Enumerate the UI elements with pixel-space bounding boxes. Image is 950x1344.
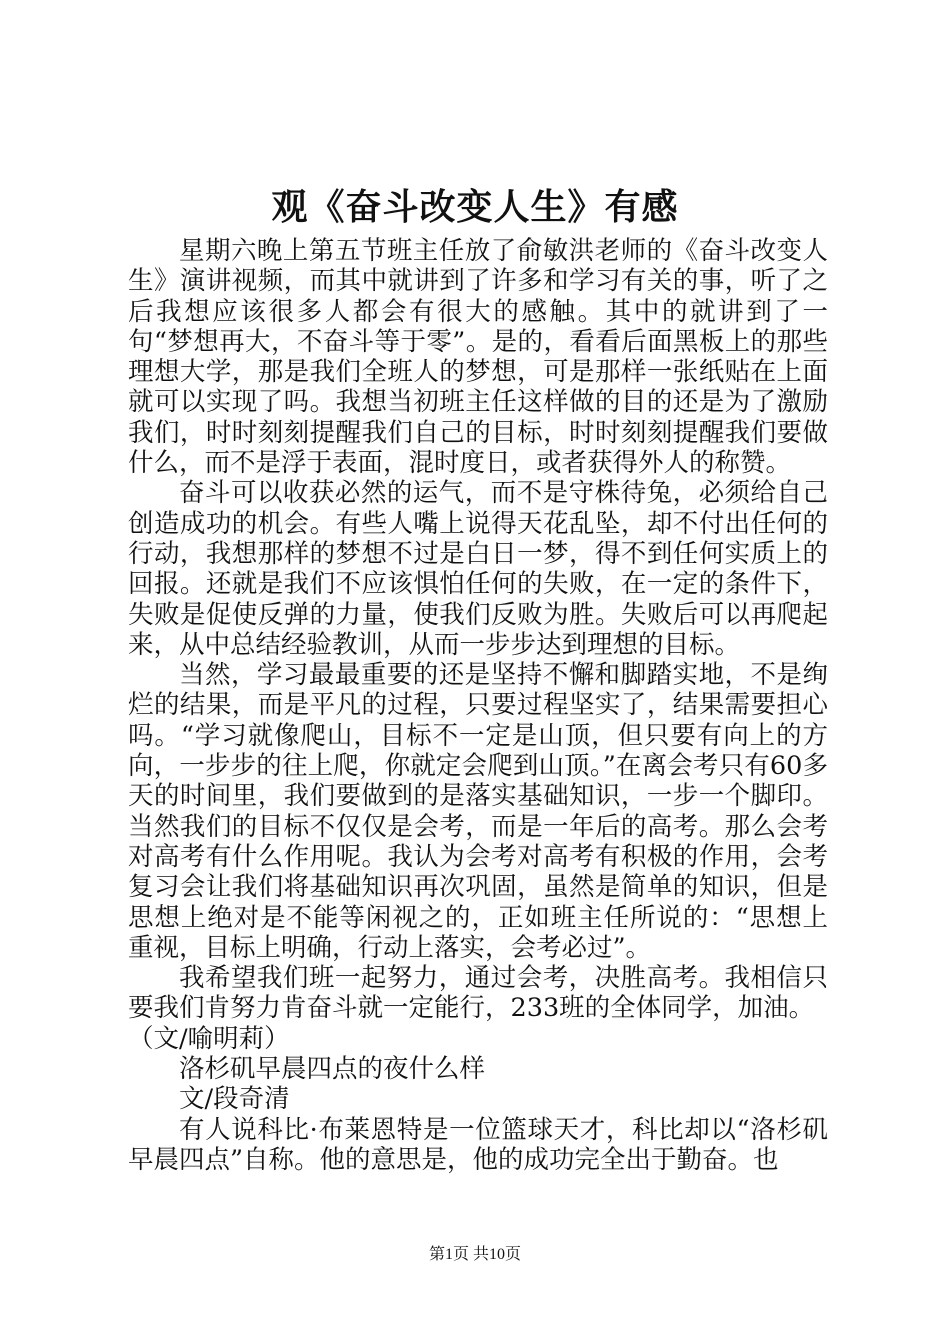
paragraph: 奋斗可以收获必然的运气，而不是守株待兔，必须给自己创造成功的机会。有些人嘴上说得天花乱坠，却不付出任何的行动，我想那样的梦想不过是白日一梦，得不到任何实质上的回报。还就是我们不应该惧怕任何的失败，在一定的条件下，失败是促使反弹的力量，使我们反败为胜。失败后可以再爬起来，从中总结经验教训，从而一步步达到理想的目标。 bbox=[128, 478, 828, 660]
page-footer: 第1页 共10页 bbox=[428, 1246, 521, 1263]
paragraph: 星期六晚上第五节班主任放了俞敏洪老师的《奋斗改变人生》演讲视频，而其中就讲到了许多和学习有关的事，听了之后我想应该很多人都会有很大的感触。其中的就讲到了一句“梦想再大，不奋斗等于零”。是的，看看后面黑板上的那些理想大学，那是我们全班人的梦想，可是那样一张纸贴在上面就可以实现了吗。我想当初班主任这样做的目的还是为了激励我们，时时刻刻提醒我们自己的目标，时时刻刻提醒我们要做什么，而不是浮于表面，混时度日，或者获得外人的称赞。 bbox=[128, 236, 828, 479]
paragraph: 有人说科比·布莱恩特是一位篮球天才，科比却以“洛杉矶早晨四点”自称。他的意思是，他的成功完全出于勤奋。也 bbox=[128, 1114, 828, 1175]
byline: （文/喻明莉） bbox=[128, 1023, 290, 1054]
next-article-author: 文/段奇清 bbox=[179, 1084, 290, 1115]
paragraph: 我希望我们班一起努力，通过会考，决胜高考。我相信只要我们肯努力肯奋斗就一定能行，233班的全体同学，加油。 bbox=[128, 963, 828, 1024]
page-title: 观《奋斗改变人生》有感 bbox=[271, 186, 679, 228]
paragraph: 当然，学习最最重要的还是坚持不懈和脚踏实地，不是绚烂的结果，而是平凡的过程，只要过程坚实了，结果需要担心吗。“学习就像爬山，目标不一定是山顶，但只要有向上的方向，一步步的往上爬，你就定会爬到山顶。”在离会考只有60多天的时间里，我们要做到的是落实基础知识，一步一个脚印。当然我们的目标不仅仅是会考，而是一年后的高考。那么会考对高考有什么作用呢。我认为会考对高考有积极的作用，会考复习会让我们将基础知识再次巩固，虽然是简单的知识，但是思想上绝对是不能等闲视之的，正如班主任所说的：“思想上重视，目标上明确，行动上落实，会考必过”。 bbox=[128, 660, 828, 963]
next-article-title: 洛杉矶早晨四点的夜什么样 bbox=[179, 1054, 486, 1085]
document-body bbox=[128, 236, 828, 1175]
